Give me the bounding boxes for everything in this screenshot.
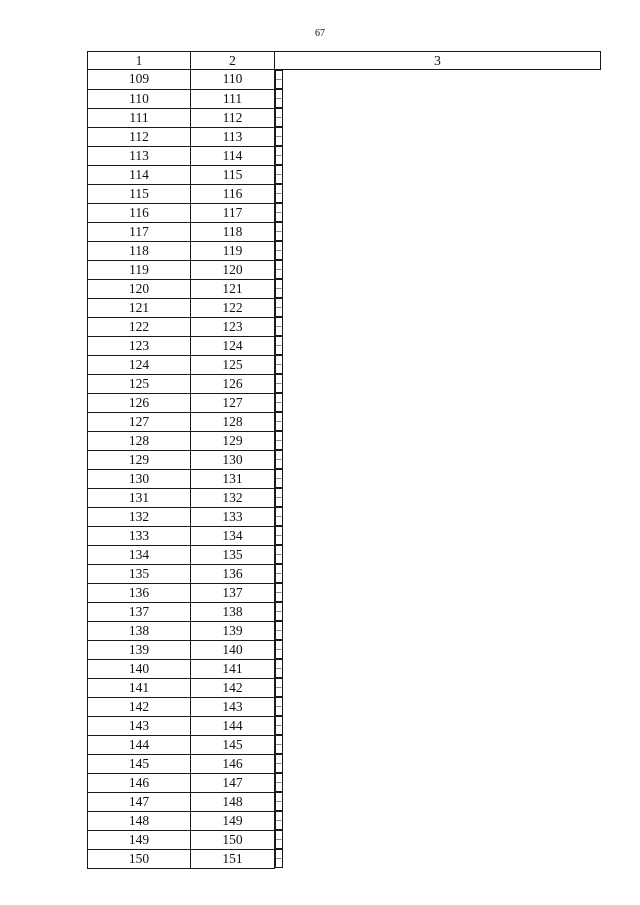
table-cell-col-1: 113 bbox=[88, 146, 191, 165]
table-row bbox=[88, 678, 601, 697]
table-cell-col-2: 136 bbox=[191, 564, 275, 583]
table-cell-col-3: – bbox=[275, 602, 283, 621]
table-cell-col-1: 115 bbox=[88, 184, 191, 203]
table-cell-col-2: 126 bbox=[191, 374, 275, 393]
table-cell-col-3: – bbox=[275, 184, 283, 203]
table-cell-col-3: – bbox=[275, 355, 283, 374]
table-cell-col-3: – bbox=[275, 640, 283, 659]
table-row bbox=[88, 336, 601, 355]
table-cell-col-2: 110 bbox=[191, 70, 275, 90]
table-cell-col-1: 135 bbox=[88, 564, 191, 583]
table-cell-col-1: 109 bbox=[88, 70, 191, 90]
table-cell-col-2: 128 bbox=[191, 412, 275, 431]
table-cell-col-1: 136 bbox=[88, 583, 191, 602]
table-cell-col-2: 111 bbox=[191, 89, 275, 108]
table-cell-col-2: 135 bbox=[191, 545, 275, 564]
header-row bbox=[88, 52, 601, 70]
table-row bbox=[88, 165, 601, 184]
table-row bbox=[88, 488, 601, 507]
table-cell-col-3: – bbox=[275, 165, 283, 184]
table-cell-col-3: – bbox=[275, 735, 283, 754]
table-cell-col-1: 137 bbox=[88, 602, 191, 621]
table-cell-col-2: 130 bbox=[191, 450, 275, 469]
table-cell-col-3: – bbox=[275, 412, 283, 431]
table-cell-col-1: 110 bbox=[88, 89, 191, 108]
table-cell-col-1: 120 bbox=[88, 279, 191, 298]
table-cell-col-2: 121 bbox=[191, 279, 275, 298]
table-cell-col-2: 131 bbox=[191, 469, 275, 488]
table-cell-col-3: – bbox=[275, 108, 283, 127]
table-row bbox=[88, 735, 601, 754]
table-row bbox=[88, 507, 601, 526]
table-row bbox=[88, 279, 601, 298]
table-cell-col-1: 119 bbox=[88, 260, 191, 279]
table-cell-col-1: 132 bbox=[88, 507, 191, 526]
table-cell-col-1: 149 bbox=[88, 830, 191, 849]
table-cell-col-3: – bbox=[275, 811, 283, 830]
table-cell-col-2: 127 bbox=[191, 393, 275, 412]
table-cell-col-1: 145 bbox=[88, 754, 191, 773]
table-cell-col-2: 142 bbox=[191, 678, 275, 697]
table-row bbox=[88, 431, 601, 450]
table-cell-col-2: 129 bbox=[191, 431, 275, 450]
table-cell-col-2: 145 bbox=[191, 735, 275, 754]
table-cell-col-3: – bbox=[275, 792, 283, 811]
table-cell-col-1: 147 bbox=[88, 792, 191, 811]
table-row bbox=[88, 564, 601, 583]
table-cell-col-3: – bbox=[275, 393, 283, 412]
table-cell-col-1: 142 bbox=[88, 697, 191, 716]
table-cell-col-1: 148 bbox=[88, 811, 191, 830]
table-row bbox=[88, 545, 601, 564]
table-cell-col-3: – bbox=[275, 678, 283, 697]
table-row bbox=[88, 811, 601, 830]
table-cell-col-1: 129 bbox=[88, 450, 191, 469]
table-cell-col-1: 134 bbox=[88, 545, 191, 564]
table-cell-col-2: 138 bbox=[191, 602, 275, 621]
table-cell-col-3: – bbox=[275, 716, 283, 735]
table-row bbox=[88, 526, 601, 545]
table-cell-col-3: – bbox=[275, 754, 283, 773]
table-row bbox=[88, 70, 601, 90]
table-cell-col-3: – bbox=[275, 374, 283, 393]
table-row bbox=[88, 355, 601, 374]
table-cell-col-3: – bbox=[275, 621, 283, 640]
table-cell-col-2: 115 bbox=[191, 165, 275, 184]
table-cell-col-3: – bbox=[275, 697, 283, 716]
table-cell-col-2: 148 bbox=[191, 792, 275, 811]
table-cell-col-3: – bbox=[275, 849, 283, 868]
column-header-1: 1 bbox=[88, 52, 191, 70]
table-row bbox=[88, 602, 601, 621]
table-cell-col-2: 112 bbox=[191, 108, 275, 127]
page-number: 67 bbox=[315, 28, 325, 39]
table-cell-col-2: 118 bbox=[191, 222, 275, 241]
table-cell-col-3: – bbox=[275, 659, 283, 678]
table-cell-col-2: 150 bbox=[191, 830, 275, 849]
table-cell-col-2: 120 bbox=[191, 260, 275, 279]
table-cell-col-1: 144 bbox=[88, 735, 191, 754]
table-cell-col-3: – bbox=[275, 146, 283, 165]
table-cell-col-1: 126 bbox=[88, 393, 191, 412]
table-cell-col-1: 133 bbox=[88, 526, 191, 545]
table-row bbox=[88, 640, 601, 659]
column-header-2: 2 bbox=[191, 52, 275, 70]
table-cell-col-2: 141 bbox=[191, 659, 275, 678]
table-body bbox=[88, 70, 601, 869]
table-cell-col-3: – bbox=[275, 203, 283, 222]
table-row bbox=[88, 754, 601, 773]
table-cell-col-2: 113 bbox=[191, 127, 275, 146]
table-row bbox=[88, 830, 601, 849]
table-cell-col-2: 133 bbox=[191, 507, 275, 526]
table-cell-col-2: 132 bbox=[191, 488, 275, 507]
table-cell-col-2: 147 bbox=[191, 773, 275, 792]
table-row bbox=[88, 374, 601, 393]
table-cell-col-1: 128 bbox=[88, 431, 191, 450]
table-cell-col-3: – bbox=[275, 127, 283, 146]
table-cell-col-3: – bbox=[275, 564, 283, 583]
table-cell-col-1: 124 bbox=[88, 355, 191, 374]
table-cell-col-1: 118 bbox=[88, 241, 191, 260]
table-cell-col-3: – bbox=[275, 469, 283, 488]
table-cell-col-1: 141 bbox=[88, 678, 191, 697]
table-row bbox=[88, 393, 601, 412]
table-cell-col-2: 117 bbox=[191, 203, 275, 222]
table-cell-col-3: – bbox=[275, 450, 283, 469]
table-cell-col-2: 144 bbox=[191, 716, 275, 735]
table-row bbox=[88, 203, 601, 222]
table-cell-col-3: – bbox=[275, 545, 283, 564]
table-cell-col-3: – bbox=[275, 317, 283, 336]
table-row bbox=[88, 469, 601, 488]
table-cell-col-2: 137 bbox=[191, 583, 275, 602]
table-cell-col-1: 114 bbox=[88, 165, 191, 184]
table-cell-col-3: – bbox=[275, 583, 283, 602]
table-row bbox=[88, 716, 601, 735]
table-cell-col-2: 122 bbox=[191, 298, 275, 317]
table-cell-col-1: 121 bbox=[88, 298, 191, 317]
table-row bbox=[88, 89, 601, 108]
table-cell-col-3: – bbox=[275, 222, 283, 241]
table-cell-col-1: 116 bbox=[88, 203, 191, 222]
table-cell-col-1: 138 bbox=[88, 621, 191, 640]
table-cell-col-1: 111 bbox=[88, 108, 191, 127]
table-cell-col-2: 151 bbox=[191, 849, 275, 868]
table-cell-col-3: – bbox=[275, 70, 283, 89]
table-cell-col-1: 130 bbox=[88, 469, 191, 488]
table-row bbox=[88, 241, 601, 260]
table-cell-col-2: 124 bbox=[191, 336, 275, 355]
table-row bbox=[88, 792, 601, 811]
table-row bbox=[88, 146, 601, 165]
table-row bbox=[88, 260, 601, 279]
table-cell-col-2: 139 bbox=[191, 621, 275, 640]
table-cell-col-3: – bbox=[275, 260, 283, 279]
table-cell-col-2: 143 bbox=[191, 697, 275, 716]
table-cell-col-1: 139 bbox=[88, 640, 191, 659]
table-cell-col-1: 123 bbox=[88, 336, 191, 355]
table-row bbox=[88, 222, 601, 241]
table-cell-col-2: 119 bbox=[191, 241, 275, 260]
table-cell-col-1: 117 bbox=[88, 222, 191, 241]
table-row bbox=[88, 298, 601, 317]
table-cell-col-3: – bbox=[275, 507, 283, 526]
table-cell-col-1: 150 bbox=[88, 849, 191, 868]
table-cell-col-1: 140 bbox=[88, 659, 191, 678]
table-cell-col-3: – bbox=[275, 241, 283, 260]
table-cell-col-1: 127 bbox=[88, 412, 191, 431]
table-row bbox=[88, 184, 601, 203]
table-row bbox=[88, 127, 601, 146]
table-row bbox=[88, 849, 601, 868]
table-cell-col-1: 143 bbox=[88, 716, 191, 735]
table-cell-col-2: 123 bbox=[191, 317, 275, 336]
column-header-3: 3 bbox=[275, 52, 601, 70]
table-cell-col-3: – bbox=[275, 773, 283, 792]
table-row bbox=[88, 317, 601, 336]
table-cell-col-3: – bbox=[275, 488, 283, 507]
table-cell-col-3: – bbox=[275, 89, 283, 108]
table-row bbox=[88, 412, 601, 431]
table-cell-col-2: 116 bbox=[191, 184, 275, 203]
table-cell-col-2: 134 bbox=[191, 526, 275, 545]
data-table bbox=[87, 51, 601, 869]
table-cell-col-1: 146 bbox=[88, 773, 191, 792]
table-cell-col-1: 125 bbox=[88, 374, 191, 393]
table-cell-col-3: – bbox=[275, 336, 283, 355]
table-row bbox=[88, 697, 601, 716]
table-cell-col-3: – bbox=[275, 298, 283, 317]
table-cell-col-1: 112 bbox=[88, 127, 191, 146]
table-cell-col-2: 114 bbox=[191, 146, 275, 165]
table-row bbox=[88, 108, 601, 127]
table-cell-col-2: 146 bbox=[191, 754, 275, 773]
table-row bbox=[88, 583, 601, 602]
table-cell-col-2: 149 bbox=[191, 811, 275, 830]
table-row bbox=[88, 450, 601, 469]
table-cell-col-2: 140 bbox=[191, 640, 275, 659]
table-cell-col-3: – bbox=[275, 526, 283, 545]
table-row bbox=[88, 621, 601, 640]
table-cell-col-3: – bbox=[275, 830, 283, 849]
table-cell-col-3: – bbox=[275, 279, 283, 298]
table-row bbox=[88, 659, 601, 678]
table-cell-col-1: 122 bbox=[88, 317, 191, 336]
table-row bbox=[88, 773, 601, 792]
table-cell-col-1: 131 bbox=[88, 488, 191, 507]
table-header bbox=[88, 52, 601, 70]
table-cell-col-3: – bbox=[275, 431, 283, 450]
table-cell-col-2: 125 bbox=[191, 355, 275, 374]
